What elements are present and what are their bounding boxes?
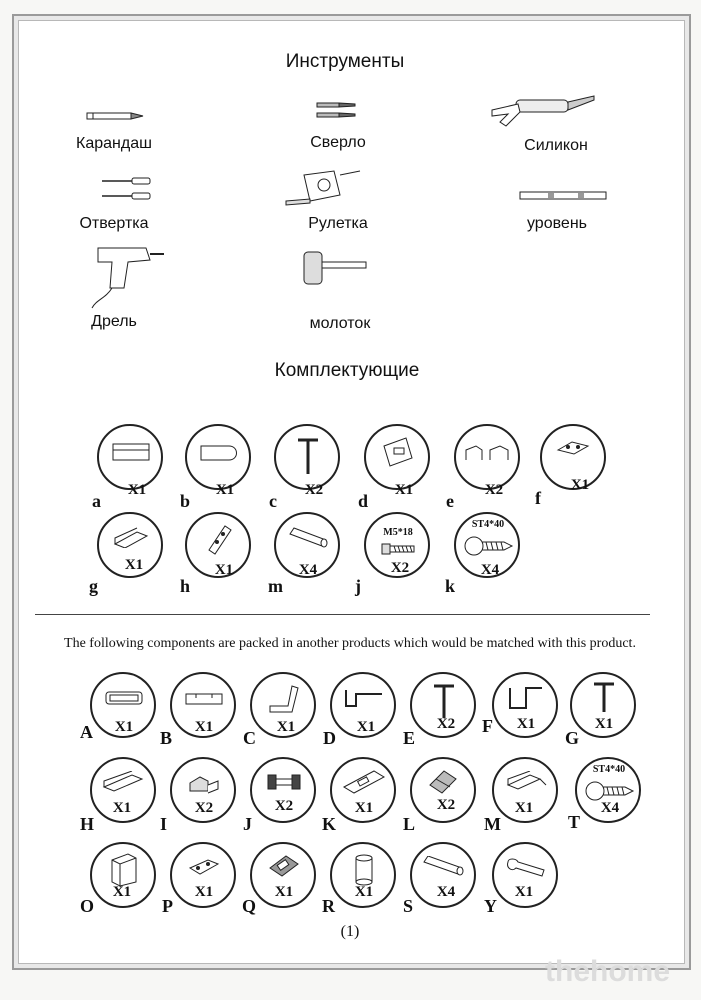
tool-label-pencil: Карандаш [76, 135, 152, 152]
other-qty-T: X4 [600, 800, 620, 816]
component-circle-a [97, 424, 163, 490]
wrench-icon [504, 856, 548, 880]
machine-screw-icon [380, 542, 416, 556]
tool-label-hammer: молоток [309, 315, 371, 332]
tool-label-level: уровень [526, 215, 587, 232]
cylinder-icon [350, 852, 378, 886]
other-qty-J: X2 [274, 798, 294, 814]
other-qty-D: X1 [356, 719, 376, 735]
other-letter-T: T [568, 812, 581, 832]
silicone-gun-icon [488, 92, 598, 130]
clip-pair-icon [462, 440, 512, 464]
box-part-icon [108, 852, 140, 888]
component-letter-f: f [535, 488, 541, 508]
tools-title: Инструменты [285, 51, 405, 72]
bracket-plate-icon [340, 769, 388, 795]
corner-bracket-icon [264, 682, 304, 718]
other-qty-F: X1 [516, 716, 536, 732]
other-letter-P: P [162, 896, 173, 916]
tool-label-screwdriver: Отвертка [79, 215, 149, 232]
t-profile-icon [590, 680, 618, 714]
other-qty-H: X1 [112, 800, 132, 816]
other-letter-C: C [243, 728, 256, 748]
other-qty-K: X1 [354, 800, 374, 816]
clip-icon [186, 771, 222, 797]
components-title: Комплектующие [274, 360, 420, 381]
other-letter-A: A [80, 722, 93, 742]
other-letter-I: I [160, 814, 168, 834]
t-profile-icon [294, 436, 322, 476]
component-circle-b [185, 424, 251, 490]
component-letter-b: b [180, 491, 191, 511]
component-spec-j: M5*18 [383, 527, 413, 538]
component-qty-b: X1 [215, 482, 235, 498]
other-qty-Y: X1 [514, 884, 534, 900]
hinge-icon [426, 767, 462, 797]
component-qty-m: X4 [298, 562, 318, 578]
other-qty-M: X1 [514, 800, 534, 816]
profile-part-icon [111, 442, 151, 462]
component-qty-k: X4 [480, 562, 500, 578]
component-letter-c: c [269, 491, 277, 511]
other-qty-P: X1 [194, 884, 214, 900]
component-qty-c: X2 [304, 482, 324, 498]
other-qty-I: X2 [194, 800, 214, 816]
component-letter-h: h [180, 576, 191, 596]
j-profile-icon [506, 684, 546, 714]
tape-measure-icon [284, 165, 364, 207]
component-letter-g: g [89, 576, 98, 596]
rod-icon [286, 526, 332, 554]
other-qty-E: X2 [436, 716, 456, 732]
tool-label-silicone: Силикон [524, 137, 588, 154]
channel-part-icon [102, 771, 146, 793]
other-qty-B: X1 [194, 719, 214, 735]
bracket-plate-icon [380, 436, 416, 470]
component-spec-k: ST4*40 [471, 519, 505, 530]
component-circle-e [454, 424, 520, 490]
component-qty-f: X1 [570, 477, 590, 493]
component-letter-k: k [445, 576, 456, 596]
tool-label-power-drill: Дрель [91, 313, 137, 330]
other-qty-Q: X1 [274, 884, 294, 900]
other-letter-G: G [565, 728, 580, 748]
other-qty-S: X4 [436, 884, 456, 900]
channel-part-icon [504, 771, 548, 795]
other-qty-L: X2 [436, 797, 456, 813]
component-qty-a: X1 [127, 482, 147, 498]
other-letter-J: J [243, 814, 252, 834]
other-letter-Q: Q [242, 896, 257, 916]
u-channel-icon [342, 688, 386, 710]
component-qty-j: X2 [390, 560, 410, 576]
component-letter-m: m [268, 576, 283, 596]
component-letter-e: e [446, 491, 454, 511]
other-letter-E: E [403, 728, 416, 748]
other-letter-O: O [80, 896, 95, 916]
other-spec-T: ST4*40 [592, 764, 626, 775]
drill-bit-icon [315, 99, 357, 121]
block-part-icon [186, 856, 222, 878]
level-icon [518, 190, 608, 202]
other-qty-A: X1 [114, 719, 134, 735]
component-qty-g: X1 [124, 557, 144, 573]
connector-icon [556, 436, 590, 458]
other-letter-Y: Y [484, 896, 497, 916]
component-circle-c [274, 424, 340, 490]
hammer-icon [300, 250, 370, 288]
other-letter-B: B [160, 728, 173, 748]
page-number: (1) [340, 923, 360, 940]
other-qty-G: X1 [594, 716, 614, 732]
component-letter-a: a [92, 491, 101, 511]
other-qty-R: X1 [354, 884, 374, 900]
other-qty-C: X1 [276, 719, 296, 735]
watermark: thehome [545, 955, 671, 988]
profile-part-icon [184, 692, 224, 706]
other-qty-O: X1 [112, 884, 132, 900]
rod-icon [420, 856, 468, 880]
component-letter-j: j [355, 576, 361, 596]
roller-icon [264, 769, 304, 795]
other-letter-K: K [322, 814, 337, 834]
profile-part-icon [199, 444, 239, 462]
component-letter-d: d [358, 491, 369, 511]
component-qty-d: X1 [394, 482, 414, 498]
other-letter-M: M [484, 814, 501, 834]
clamp-icon [266, 852, 302, 880]
other-letter-R: R [322, 896, 335, 916]
component-qty-h: X1 [214, 562, 234, 578]
other-letter-F: F [482, 716, 493, 736]
tool-label-drill-bit: Сверло [310, 134, 366, 151]
other-letter-D: D [323, 728, 336, 748]
other-letter-S: S [403, 896, 414, 916]
screwdriver-icon [100, 176, 160, 202]
power-drill-icon [88, 240, 166, 310]
pencil-icon [85, 110, 145, 122]
channel-part-icon [113, 526, 149, 548]
wood-screw-icon [464, 534, 514, 558]
tool-label-tape-measure: Рулетка [308, 215, 368, 232]
other-letter-L: L [403, 814, 416, 834]
frame-part-icon [104, 690, 144, 706]
t-profile-icon [430, 682, 458, 720]
section-divider [35, 614, 650, 615]
packaging-note: The following components are packed in another products which would be matched with this product. [64, 636, 636, 651]
component-qty-e: X2 [484, 482, 504, 498]
plate-icon [205, 524, 233, 556]
other-letter-H: H [80, 814, 95, 834]
component-circle-d [364, 424, 430, 490]
